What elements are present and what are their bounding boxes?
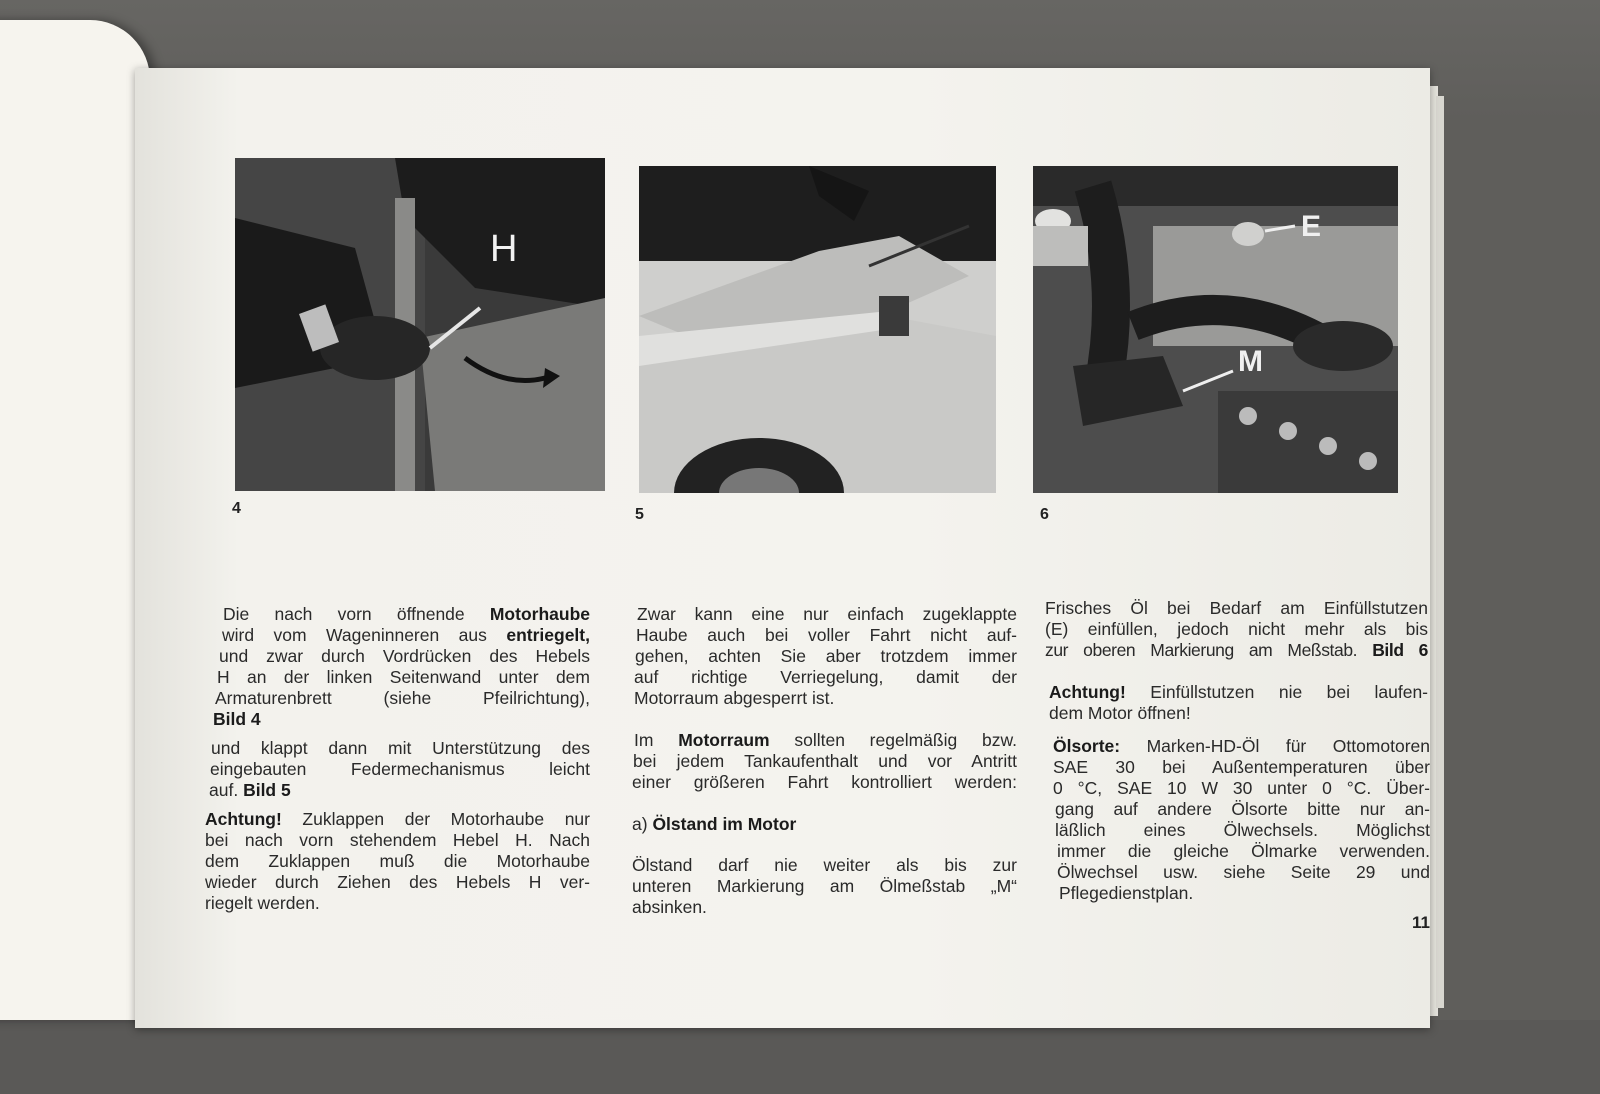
text: wieder durch Ziehen des Hebels H ver-	[205, 872, 590, 892]
text: riegelt werden.	[205, 893, 320, 913]
text: unteren Markierung am Ölmeßstab „M“	[632, 876, 1017, 896]
text: dem Zuklappen muß die Motorhaube	[205, 851, 590, 871]
text: und zwar durch Vordrücken des Hebels	[219, 646, 590, 666]
photo-engine-bay	[1033, 166, 1398, 493]
text: Einfüllstutzen nie bei laufen-	[1125, 682, 1428, 702]
section-heading: Ölstand im Motor	[652, 814, 797, 834]
figure-reference: Bild 4	[213, 709, 261, 729]
text: gang auf andere Ölsorte bitte nur an-	[1055, 799, 1430, 819]
text: Ölstand darf nie weiter als bis zur	[632, 855, 1017, 875]
figure-number-6: 6	[1040, 506, 1049, 523]
manual-page	[135, 68, 1430, 1028]
emphasis: Motorhaube	[489, 604, 590, 624]
figure-number-5: 5	[635, 506, 644, 523]
warning-label: Achtung!	[1049, 682, 1126, 702]
label-e: E	[1301, 210, 1322, 243]
figure-reference: Bild 5	[243, 780, 291, 800]
column-engine-check	[632, 604, 1017, 918]
figure-reference: Bild 6	[1372, 640, 1429, 660]
text: SAE 30 bei Außentemperaturen über	[1053, 757, 1430, 777]
photo-hood-release-lever	[235, 158, 605, 491]
figure-number-4: 4	[232, 500, 241, 517]
text: und klappt dann mit Unterstützung des	[211, 738, 590, 758]
text: Pflegedienstplan.	[1059, 883, 1194, 903]
column-hood-opening	[205, 604, 590, 914]
emphasis: Motorraum	[678, 730, 770, 750]
photo-open-hood	[639, 166, 996, 493]
text: Marken-HD-Öl für Ottomotoren	[1120, 736, 1430, 756]
text: Ölwechsel usw. siehe Seite 29 und	[1057, 862, 1430, 882]
label-m: M	[1238, 345, 1263, 378]
text: H an der linken Seitenwand unter dem	[217, 667, 590, 687]
emphasis: entriegelt,	[506, 625, 590, 645]
text: eingebauten Federmechanismus leicht	[210, 759, 590, 779]
text: (E) einfüllen, jedoch nicht mehr als bis	[1045, 619, 1428, 639]
text: auf richtige Verriegelung, damit der	[634, 667, 1017, 687]
text: Armaturenbrett (siehe Pfeilrichtung),	[215, 688, 590, 708]
text: läßlich eines Ölwechsels. Möglichst	[1055, 820, 1430, 840]
background-bottom	[0, 1020, 1600, 1094]
text: absinken.	[632, 897, 707, 917]
text: 0 °C, SAE 10 W 30 unter 0 °C. Über-	[1053, 778, 1430, 798]
page-number: 11	[1412, 913, 1430, 932]
text: Im	[634, 730, 679, 750]
emphasis: Ölsorte:	[1053, 736, 1121, 756]
text: sollten regelmäßig bzw.	[769, 730, 1017, 750]
text: dem Motor öffnen!	[1049, 703, 1191, 723]
text: zur oberen Markierung am Meßstab.	[1045, 640, 1373, 660]
text: Zwar kann eine nur einfach zugeklappte	[637, 604, 1017, 624]
column-oil-filling	[1045, 598, 1440, 904]
previous-page	[0, 20, 150, 1020]
text: bei jedem Tankaufenthalt und vor Antritt	[633, 751, 1017, 771]
text: Motorraum abgesperrt ist.	[634, 688, 835, 708]
text: bei nach vorn stehendem Hebel H. Nach	[205, 830, 590, 850]
label-h: H	[490, 228, 518, 270]
text: Haube auch bei voller Fahrt nicht auf-	[636, 625, 1017, 645]
text: Frisches Öl bei Bedarf am Einfüllstutzen	[1045, 598, 1428, 618]
text: einer größeren Fahrt kontrolliert werden:	[632, 772, 1017, 792]
text: gehen, achten Sie aber trotzdem immer	[635, 646, 1017, 666]
text: Die nach vorn öffnende	[223, 604, 490, 624]
heading-prefix: a)	[632, 814, 653, 834]
warning-label: Achtung!	[205, 809, 282, 829]
text: auf.	[209, 780, 244, 800]
text: Zuklappen der Motorhaube nur	[281, 809, 590, 829]
text: wird vom Wageninneren aus	[222, 625, 507, 645]
text: immer die gleiche Ölmarke verwenden.	[1057, 841, 1430, 861]
